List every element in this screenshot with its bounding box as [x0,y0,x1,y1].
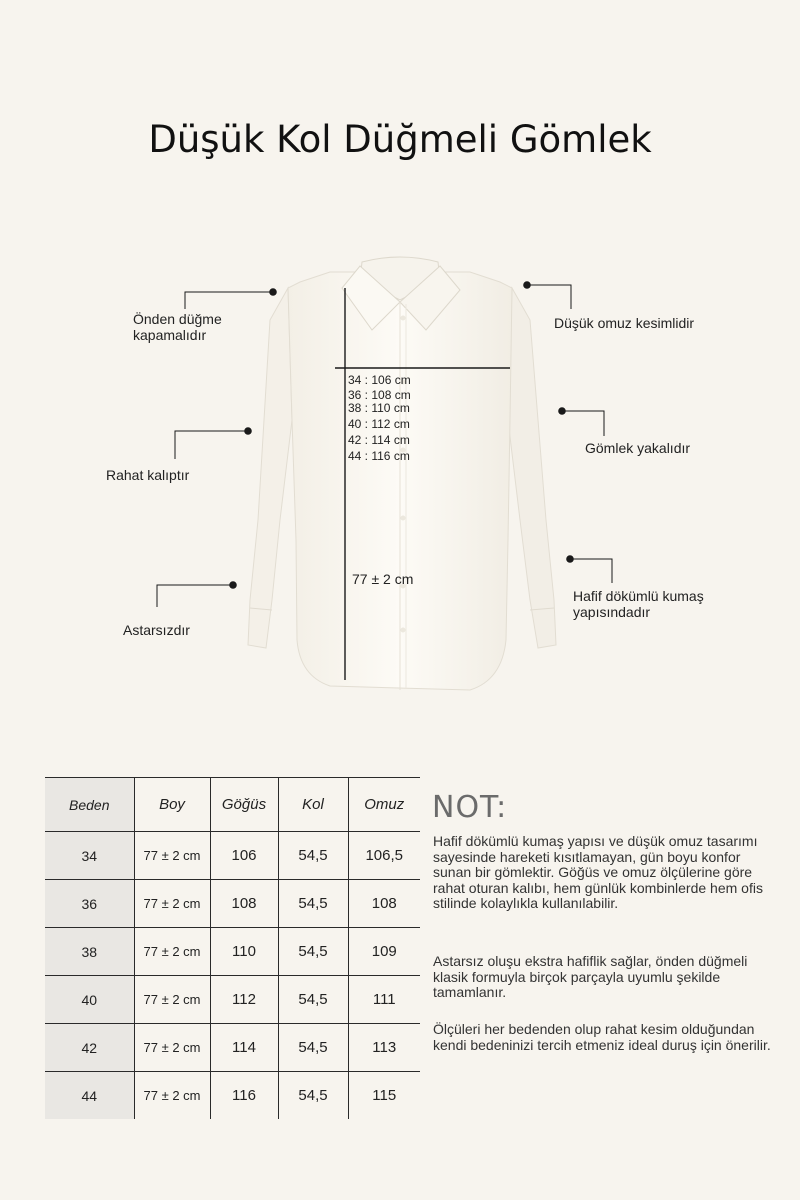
annotation-relaxed-fit: Rahat kalıptır [106,467,190,483]
size-table [45,777,420,1119]
page-title: Düşük Kol Düğmeli Gömlek [148,118,652,161]
cell-gogus: 106 [210,832,278,880]
cell-boy: 77 ± 2 cm [134,1024,210,1072]
cell-kol: 54,5 [278,928,348,976]
cell-omuz: 115 [348,1072,420,1120]
cell-omuz: 111 [348,976,420,1024]
cell-beden: 42 [45,1024,134,1072]
header-beden: Beden [45,778,134,832]
cell-gogus: 110 [210,928,278,976]
cell-beden: 36 [45,880,134,928]
table-header-row [45,778,420,832]
cell-beden: 38 [45,928,134,976]
cell-gogus: 114 [210,1024,278,1072]
chest-measure-36: 36 : 108 cm [348,388,411,402]
cell-beden: 40 [45,976,134,1024]
chest-measure-44: 44 : 116 cm [348,449,410,463]
table-row [45,880,420,928]
annotation-front-buttons: Önden düğme kapamalıdır [133,311,222,343]
note-title: NOT: [432,790,508,825]
leader-dot [269,288,277,296]
cell-omuz: 113 [348,1024,420,1072]
cell-omuz: 109 [348,928,420,976]
header-gogus: Göğüs [210,778,278,832]
header-omuz: Omuz [348,778,420,832]
header-kol: Kol [278,778,348,832]
annotation-drop-shoulder: Düşük omuz kesimlidir [554,315,695,331]
length-measure: 77 ± 2 cm [352,571,414,587]
table-row [45,1072,420,1120]
shirt-illustration [248,257,556,690]
chest-measure-34: 34 : 106 cm [348,373,411,387]
table-row [45,976,420,1024]
cell-gogus: 108 [210,880,278,928]
note-paragraph-3: Ölçüleri her bedenden olup rahat kesim olduğundan kendi bedeninizi tercih etmeniz ideal duruş için önerilir. [433,1021,771,1053]
leader-dot [229,581,237,589]
cell-beden: 34 [45,832,134,880]
cell-boy: 77 ± 2 cm [134,928,210,976]
note-paragraph-2: Astarsız oluşu ekstra hafiflik sağlar, önden düğmeli klasik formuyla birçok parçayla uyumlu şekilde tamamlanır. [433,953,748,1000]
annotation-fabric: Hafif dökümlü kumaş yapısındadır [573,588,704,620]
cell-kol: 54,5 [278,880,348,928]
leader-dot [558,407,566,415]
cell-boy: 77 ± 2 cm [134,832,210,880]
cell-kol: 54,5 [278,832,348,880]
cell-beden: 44 [45,1072,134,1120]
cell-omuz: 108 [348,880,420,928]
header-boy: Boy [134,778,210,832]
leader-dot [523,281,531,289]
cell-gogus: 112 [210,976,278,1024]
cell-omuz: 106,5 [348,832,420,880]
cell-boy: 77 ± 2 cm [134,976,210,1024]
note-paragraph-1: Hafif dökümlü kumaş yapısı ve düşük omuz tasarımı sayesinde hareketi kısıtlamayan, gün boyu konfor sunan bir gömlektir. Göğüs ve omuz ölçülerine göre rahat oturan kalıbı, hem günlük kombinlerde hem ofis stilinde kolaylıkla kullanılabilir. [433,833,763,911]
cell-boy: 77 ± 2 cm [134,1072,210,1120]
cell-gogus: 116 [210,1072,278,1120]
annotation-unlined: Astarsızdır [123,622,190,638]
table-row [45,928,420,976]
chest-measure-40: 40 : 112 cm [348,417,410,431]
leader-dot [566,555,574,563]
chest-measure-42: 42 : 114 cm [348,433,410,447]
chest-measure-38: 38 : 110 cm [348,401,410,415]
cell-kol: 54,5 [278,1072,348,1120]
leader-dot [244,427,252,435]
cell-kol: 54,5 [278,976,348,1024]
cell-kol: 54,5 [278,1024,348,1072]
table-row [45,832,420,880]
cell-boy: 77 ± 2 cm [134,880,210,928]
annotation-collar: Gömlek yakalıdır [585,440,691,456]
table-row [45,1024,420,1072]
